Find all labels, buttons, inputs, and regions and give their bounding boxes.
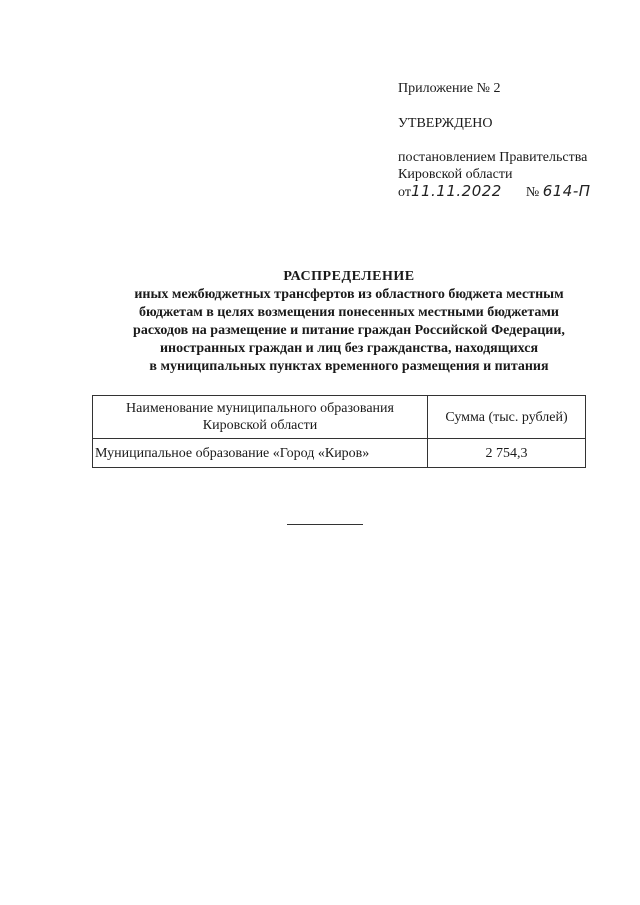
municipality-name: Муниципальное образование «Город «Киров» xyxy=(93,439,428,468)
decree-date-number xyxy=(398,183,628,201)
title-line: расходов на размещение и питание граждан Российской Федерации, xyxy=(133,323,565,338)
amount-value: 2 754,3 xyxy=(428,439,586,468)
title-line: бюджетам в целях возмещения понесенных местными бюджетами xyxy=(139,305,559,320)
appendix-label: Приложение № 2 xyxy=(398,81,501,96)
decree-line-2: Кировской области xyxy=(398,167,513,182)
decree-number-wrap xyxy=(526,183,591,201)
decree-date: 11.11.2022 xyxy=(410,182,502,200)
document-title: РАСПРЕДЕЛЕНИЕ xyxy=(283,269,415,284)
table-row xyxy=(93,439,586,468)
distribution-table xyxy=(92,395,586,468)
title-line: иных межбюджетных трансфертов из областного бюджета местным xyxy=(134,287,564,302)
title-line: иностранных граждан и лиц без гражданства, находящихся xyxy=(159,341,539,356)
decree-number: 614-П xyxy=(542,182,591,200)
table-header-row xyxy=(93,396,586,439)
approval-block xyxy=(398,80,628,201)
number-prefix: № xyxy=(525,185,540,200)
approved-label: УТВЕРЖДЕНО xyxy=(398,116,493,131)
header-municipality: Наименование муниципального образования Кировской области xyxy=(93,396,428,439)
date-prefix: от xyxy=(398,185,411,200)
end-divider xyxy=(287,524,363,525)
document-title-block xyxy=(95,268,603,376)
title-line: в муниципальных пунктах временного размещения и питания xyxy=(149,359,549,374)
decree-line-1: постановлением Правительства xyxy=(398,150,588,165)
header-amount: Сумма (тыс. рублей) xyxy=(428,396,586,439)
